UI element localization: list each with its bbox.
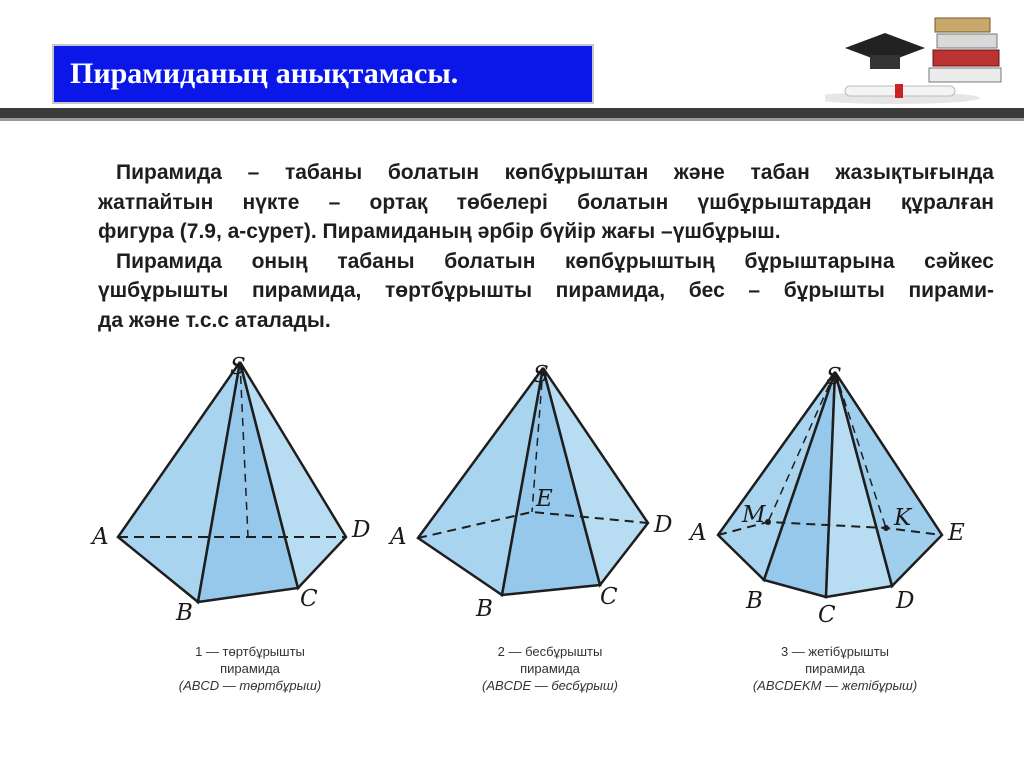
text-line: Пирамида – табаны болатын көпбұрыштан және табан жазықтығында <box>116 161 994 184</box>
pyramids-figure <box>0 340 1024 640</box>
caption-line: 1 — төртбұрышты <box>195 644 305 659</box>
header-divider-shadow <box>0 118 1024 121</box>
vertex-label: B <box>176 600 193 626</box>
definition-text <box>98 158 994 335</box>
caption-line: (ABCDE — бесбұрыш) <box>482 678 618 693</box>
caption-line: 2 — бесбұрышты <box>497 644 603 659</box>
caption-line: пирамида <box>805 661 865 676</box>
slide-title: Пирамиданың анықтамасы. <box>70 57 459 90</box>
header-divider <box>0 108 1024 118</box>
vertex-label: A <box>690 520 707 546</box>
pyramid-2 <box>388 362 672 622</box>
vertex-label: C <box>600 584 618 610</box>
pyramid-3 <box>688 364 965 628</box>
caption-line: (ABCD — төртбұрыш) <box>178 678 322 693</box>
text-line: жатпайтын нүкте – ортақ төбелері болатын үшбұрыштардан құралған <box>98 190 994 214</box>
caption-line: (ABCDEKM — жетібұрыш) <box>752 678 918 693</box>
text-line: үшбұрышты пирамида, төртбұрышты пирамида, бес – бұрышты пирами- <box>98 279 994 302</box>
slide-title-box <box>52 44 594 104</box>
vertex-label: S <box>533 362 549 388</box>
vertex-label: C <box>818 602 836 628</box>
vertex-label: E <box>536 486 553 512</box>
graduation-cap-books-icon <box>825 8 1015 108</box>
caption-line: пирамида <box>220 661 280 676</box>
caption-line: пирамида <box>520 661 580 676</box>
figure-caption-2 <box>445 643 655 694</box>
vertex-label: D <box>896 588 915 614</box>
vertex-label: M <box>742 502 766 528</box>
pyramid-1 <box>90 354 370 626</box>
text-line: фигура (7.9, а-сурет). Пирамиданың әрбір бүйір жағы –үшбұрыш. <box>98 220 781 243</box>
vertex-label: S <box>826 364 842 390</box>
vertex-label: D <box>352 517 371 543</box>
vertex-label: D <box>654 512 673 538</box>
vertex-label: A <box>390 524 407 550</box>
vertex-label: B <box>476 596 493 622</box>
vertex-label: K <box>894 505 912 531</box>
figure-caption-1 <box>150 643 350 694</box>
caption-line: 3 — жетібұрышты <box>780 644 890 659</box>
vertex-label: E <box>948 520 965 546</box>
vertex-label: B <box>746 588 763 614</box>
vertex-label: A <box>92 524 109 550</box>
vertex-label: S <box>230 354 246 380</box>
text-line: Пирамида оның табаны болатын көпбұрыштың бұрыштарына сәйкес <box>116 249 994 273</box>
figure-caption-3 <box>720 643 950 694</box>
text-line: да және т.с.с аталады. <box>98 308 331 332</box>
vertex-label: C <box>300 586 318 612</box>
